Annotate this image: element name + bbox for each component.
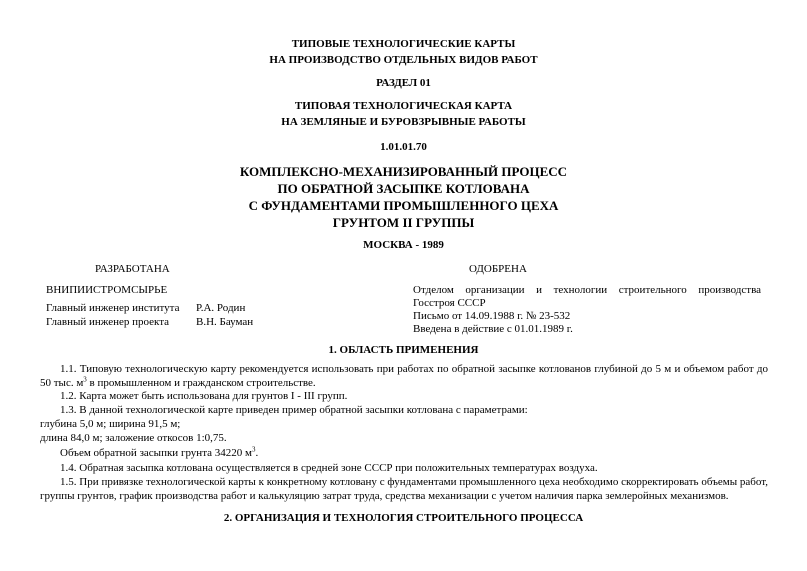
document-code: 1.01.01.70 <box>380 141 427 153</box>
document-title-line1: КОМПЛЕКСНО-МЕХАНИЗИРОВАННЫЙ ПРОЦЕСС <box>239 164 568 179</box>
document-title-line3: С ФУНДАМЕНТАМИ ПРОМЫШЛЕННОГО ЦЕХА <box>248 198 559 213</box>
city-year: МОСКВА - 1989 <box>363 239 444 251</box>
section-1-heading: 1. ОБЛАСТЬ ПРИМЕНЕНИЯ <box>328 344 479 356</box>
series-title <box>0 36 807 68</box>
parameter-line-2: длина 84,0 м; заложение откосов 1:0,75. <box>40 432 227 444</box>
card-type-title <box>0 98 807 130</box>
series-title-line2: НА ПРОИЗВОДСТВО ОТДЕЛЬНЫХ ВИДОВ РАБОТ <box>269 54 538 66</box>
approved-line-2: Госстроя СССР <box>413 297 486 309</box>
approved-line-3: Письмо от 14.09.1988 г. № 23-532 <box>413 310 571 322</box>
paragraph-1-1-tail: в промышленном и гражданском строительстве. <box>86 377 316 389</box>
parameter-line-1: глубина 5,0 м; ширина 91,5 м; <box>40 418 181 430</box>
developer-name-1: Р.А. Родин <box>196 302 246 314</box>
fill-volume-sup: 3 <box>251 445 256 454</box>
document-title <box>0 163 807 231</box>
series-title-line1: ТИПОВЫЕ ТЕХНОЛОГИЧЕСКИЕ КАРТЫ <box>291 38 516 50</box>
paragraph-1-4: 1.4. Обратная засыпка котлована осуществляется в средней зоне СССР при положительных температурах воздуха. <box>60 462 598 474</box>
card-type-line2: НА ЗЕМЛЯНЫЕ И БУРОВЗРЫВНЫЕ РАБОТЫ <box>281 116 526 128</box>
document-title-line2: ПО ОБРАТНОЙ ЗАСЫПКЕ КОТЛОВАНА <box>277 181 530 196</box>
developer-role-1: Главный инженер института <box>46 302 180 314</box>
paragraph-1-2: 1.2. Карта может быть использована для грунтов I - III групп. <box>60 390 348 402</box>
section-number: РАЗДЕЛ 01 <box>376 77 431 89</box>
developed-label: РАЗРАБОТАНА <box>95 263 170 275</box>
fill-volume-tail: . <box>255 447 259 459</box>
developer-name-2: В.Н. Бауман <box>196 316 254 328</box>
fill-volume-text: Объем обратной засыпки грунта 34220 м <box>60 447 252 459</box>
approved-line-1: Отделом организации и технологии строительного производства <box>413 284 761 296</box>
approved-label: ОДОБРЕНА <box>469 263 527 275</box>
fill-volume <box>40 446 768 460</box>
paragraph-1-1-sup: 3 <box>83 375 87 384</box>
paragraph-1-3: 1.3. В данной технологической карте приведен пример обратной засыпки котлована с параметрами: <box>60 404 528 416</box>
developer-org: ВНИПИИСТРОМСЫРЬЕ <box>46 284 168 296</box>
card-type-line1: ТИПОВАЯ ТЕХНОЛОГИЧЕСКАЯ КАРТА <box>294 100 513 112</box>
approved-line-4: Введена в действие с 01.01.1989 г. <box>413 323 573 335</box>
developer-role-2: Главный инженер проекта <box>46 316 170 328</box>
paragraph-1-5: 1.5. При привязке технологической карты к конкретному котловану с фундаментами промышленного цеха необходимо скорректировать объемы работ, группы грунтов, график производства работ и калькуляцию затрат труда, средства механизации с учетом наличия парка землеройных механизмов. <box>40 476 768 502</box>
section-2-heading: 2. ОРГАНИЗАЦИЯ И ТЕХНОЛОГИЯ СТРОИТЕЛЬНОГО ПРОЦЕССА <box>223 512 584 524</box>
paragraph-1-1-text: 1.1. Типовую технологическую карту рекомендуется использовать при работах по обратной засыпке котлованов глубиной до 5 м и объемом работ до 50 тыс. м <box>40 363 768 389</box>
paragraph-1-1 <box>40 362 768 390</box>
document-title-line4: ГРУНТОМ II ГРУППЫ <box>332 215 475 230</box>
